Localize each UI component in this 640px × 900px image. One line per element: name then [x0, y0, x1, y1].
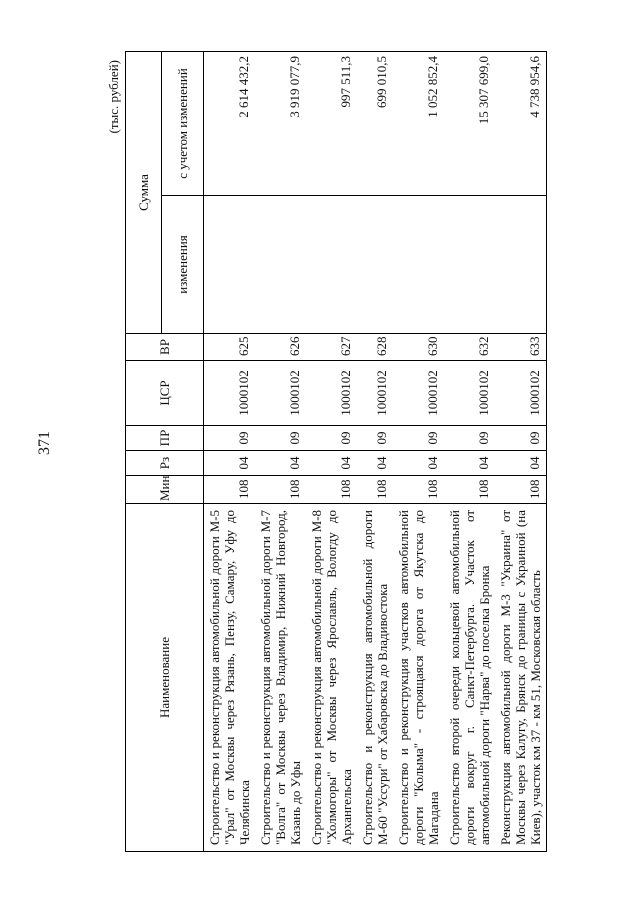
table-row	[306, 52, 357, 852]
table-row	[444, 52, 495, 852]
row-vr: 625	[204, 334, 256, 361]
table-row	[204, 52, 256, 852]
row-changes	[444, 196, 495, 334]
row-total: 4 738 954,6	[495, 52, 547, 196]
row-min: 108	[306, 476, 357, 504]
row-csr: 1000102	[255, 361, 306, 426]
row-pr: 09	[393, 426, 444, 451]
row-total: 997 511,3	[306, 52, 357, 196]
row-vr: 627	[306, 334, 357, 361]
table-row	[393, 52, 444, 852]
row-min: 108	[357, 476, 393, 504]
row-total: 15 307 699,0	[444, 52, 495, 196]
row-name: Строительство и реконструкция автомобильной дороги М-5 "Урал" от Москвы через Рязань, Пензу, Самару, Уфу до Челябинска	[204, 504, 256, 852]
row-vr: 632	[444, 334, 495, 361]
row-rz: 04	[444, 451, 495, 476]
row-vr: 630	[393, 334, 444, 361]
header-sum: Сумма	[126, 52, 162, 334]
row-min: 108	[393, 476, 444, 504]
row-vr: 626	[255, 334, 306, 361]
row-pr: 09	[204, 426, 256, 451]
row-name: Строительство второй очереди кольцевой автомобильной дороги вокруг г. Санкт-Петербурга. Участок от автомобильной дороги "Нарва" до поселка Бронка	[444, 504, 495, 852]
row-rz: 04	[306, 451, 357, 476]
row-csr: 1000102	[495, 361, 547, 426]
header-with-changes: с учетом изменений	[162, 52, 204, 196]
row-changes	[255, 196, 306, 334]
row-total: 699 010,5	[357, 52, 393, 196]
row-rz: 04	[255, 451, 306, 476]
budget-table	[125, 51, 547, 852]
row-rz: 04	[393, 451, 444, 476]
row-pr: 09	[306, 426, 357, 451]
row-name: Строительство и реконструкция автомобильной дороги М-60 "Уссури" от Хабаровска до Владивостока	[357, 504, 393, 852]
row-csr: 1000102	[393, 361, 444, 426]
row-csr: 1000102	[204, 361, 256, 426]
row-min: 108	[495, 476, 547, 504]
row-total: 3 919 077,9	[255, 52, 306, 196]
rotated-page-content	[100, 52, 625, 852]
header-min: Мин	[126, 476, 204, 504]
row-min: 108	[444, 476, 495, 504]
row-changes	[393, 196, 444, 334]
row-changes	[495, 196, 547, 334]
row-name: Реконструкция автомобильной дороги М-3 "Украина" от Москвы через Калугу, Брянск до границы с Украиной (на Киев), участок км 37 - км 51, Московская область	[495, 504, 547, 852]
row-total: 2 614 432,2	[204, 52, 256, 196]
row-changes	[204, 196, 256, 334]
row-rz: 04	[495, 451, 547, 476]
header-vr: ВР	[126, 334, 204, 361]
row-csr: 1000102	[444, 361, 495, 426]
row-min: 108	[204, 476, 256, 504]
row-name: Строительство и реконструкция автомобильной дороги М-7 "Волга" от Москвы через Владимир, Нижний Новгород, Казань до Уфы	[255, 504, 306, 852]
row-pr: 09	[495, 426, 547, 451]
row-csr: 1000102	[306, 361, 357, 426]
row-name: Строительство и реконструкция участков автомобильной дороги "Колыма" - строящаяся дорога от Якутска до Магадана	[393, 504, 444, 852]
row-name: Строительство и реконструкция автомобильной дороги М-8 "Холмогоры" от Москвы через Ярославль, Вологду до Архангельска	[306, 504, 357, 852]
page-number: 371	[36, 431, 53, 455]
table-row	[495, 52, 547, 852]
header-pr: ПР	[126, 426, 204, 451]
row-pr: 09	[357, 426, 393, 451]
row-csr: 1000102	[357, 361, 393, 426]
row-vr: 633	[495, 334, 547, 361]
header-rz: Рз	[126, 451, 204, 476]
header-csr: ЦСР	[126, 361, 204, 426]
row-min: 108	[255, 476, 306, 504]
row-changes	[306, 196, 357, 334]
table-row	[255, 52, 306, 852]
row-changes	[357, 196, 393, 334]
row-rz: 04	[204, 451, 256, 476]
table-row	[357, 52, 393, 852]
row-pr: 09	[444, 426, 495, 451]
header-name: Наименование	[126, 504, 204, 852]
row-total: 1 052 852,4	[393, 52, 444, 196]
units-label: (тыс. рублей)	[106, 60, 121, 134]
row-rz: 04	[357, 451, 393, 476]
row-vr: 628	[357, 334, 393, 361]
header-changes: изменения	[162, 196, 204, 334]
row-pr: 09	[255, 426, 306, 451]
